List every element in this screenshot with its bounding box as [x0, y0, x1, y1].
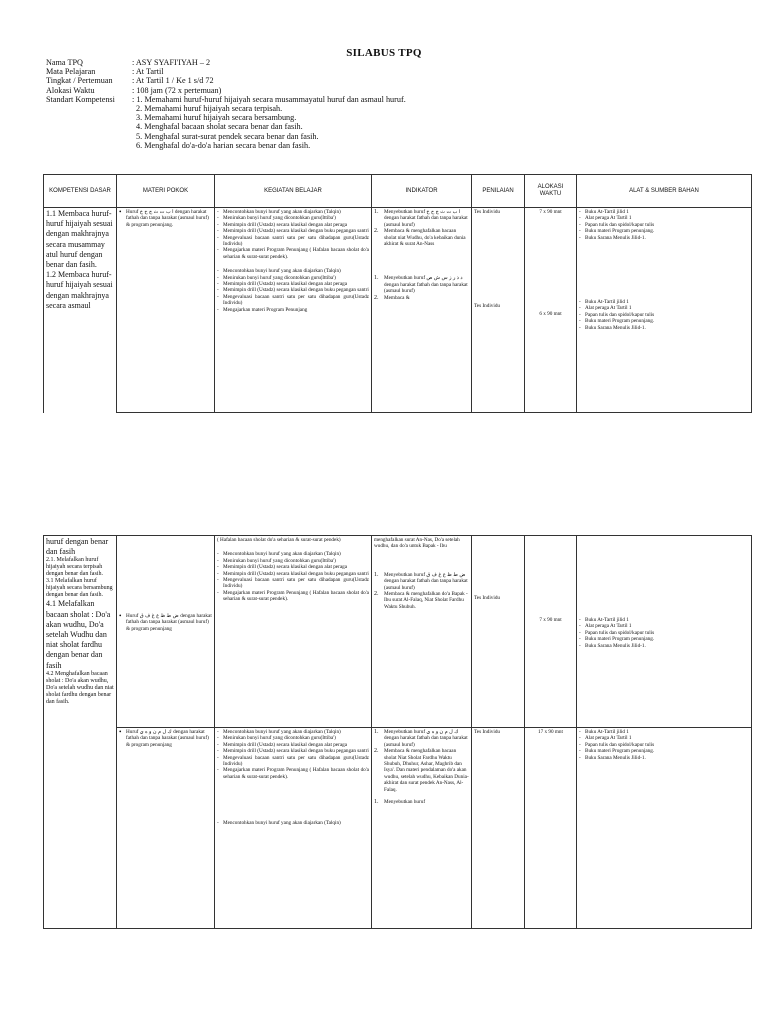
- alat-cell: - Buku At-Tartil jilid 1 - Alat peraga At Tartil 1 - Papan tulis dan spidol/kapur tulis - Buku materi Program penunjang. - Buku Sarana Menulis Jilid-1.: [577, 536, 752, 728]
- materi-cell: • Huruf ك ل م ن و ه ي dengan harakat fathah dan tanpa harakat (asmaul huruf) & program penunjang: [117, 728, 215, 929]
- alat-cell: - Buku At-Tartil jilid 1 - Alat peraga At Tartil 1 - Papan tulis dan spidol/kapur tulis - Buku materi Program penunjang. - Buku Sarana Menulis Jilid-1.: [577, 728, 752, 929]
- kd-text: 4.2 Menghafalkan bacaan sholat : Do'a akan wudhu, Do'a setelah wudhu dan niat sholat fardhu dengan benar dan fasih.: [46, 670, 114, 705]
- kegiatan-item: Mengevaluasi bacaan santri satu per satu dihadapan guru(Ustadz Individu): [223, 234, 369, 248]
- meta-value: : At Tartil 1 / Ke 1 s/d 72: [132, 76, 214, 86]
- alokasi-text: 6 x 90 mnt: [539, 311, 562, 318]
- indikator-item: Menyebutkan huruf د ذ ر ز س ش ص dengan harakat fathah dan tanpa harakat (asmaul huruf): [384, 275, 468, 295]
- kegiatan-text: ( Hafalan bacaan sholat do'a seharian & surat-surat pendek): [217, 537, 341, 543]
- kegiatan-item: Mencontohkan bunyi huruf yang akan diajarkan (Talqin): [223, 820, 341, 827]
- kegiatan-cell: - Mencontohkan bunyi huruf yang akan diajarkan (Talqin) - Menirukan bunyi huruf yang dicontohkan guru(Ittiba') - Memimpin drill (Ustadz) secara klasikal dengan alat peraga - Memimpin drill (Ustadz) secara klasikal dengan buku pegangan santri - Mengevaluasi bacaan santri satu per satu dihadapan guru(Ustadz Individu) - Mengajarkan materi Program Penunjang ( Hafalan bacaan sholat do'a seharian & surat-surat pendek). - Mencontohkan bunyi huruf yang akan diajarkan (Talqin) - Menirukan bunyi huruf yang dicontohkan guru(Ittiba') - Memimpin drill (Ustadz) secara klasikal dengan alat peraga - Memimpin drill (Ustadz) secara klasikal dengan buku pegangan santri - Mengevaluasi bacaan santri satu per satu dihadapan guru(Ustadz Individu) - Mengajarkan materi Program Penunjang: [215, 208, 372, 413]
- alokasi-text: 7 x 90 mnt: [539, 209, 562, 215]
- kegiatan-item: Mencontohkan bunyi huruf yang akan diajarkan (Talqin): [223, 209, 341, 215]
- kegiatan-item: Memimpin drill (Ustadz) secara klasikal dengan alat peraga: [223, 281, 348, 288]
- materi-cell: • Huruf ض ط ظ ع غ ف ق dengan harakat fathah dan tanpa harakat (asmaul huruf) & program penunjang: [117, 536, 215, 728]
- meta-value: : 108 jam (72 x pertemuan): [132, 85, 222, 95]
- kegiatan-item: Mengajarkan materi Program Penunjang: [223, 306, 308, 313]
- alat-item: Papan tulis dan spidol/kapur tulis: [585, 629, 655, 636]
- materi-cell: • Huruf ا ب ت ث ج ح خ dengan harakat fathah dan tanpa harakat (asmaul huruf) & program penunjang.: [117, 208, 215, 413]
- alat-item: Buku Sarana Menulis Jilid-1.: [585, 754, 646, 761]
- kegiatan-item: Menirukan bunyi huruf yang dicontohkan guru(Ittiba'): [223, 735, 336, 742]
- kegiatan-item: Memimpin drill (Ustadz) secara klasikal dengan buku pegangan santri: [223, 748, 369, 755]
- competency-item: 5. Menghafal surat-surat pendek secara benar dan fasih.: [136, 131, 319, 141]
- penilaian-text: Tes Individu: [474, 729, 501, 735]
- alat-item: Buku At-Tartil jilid 1: [585, 209, 629, 215]
- col-header: ALAT & SUMBER BAHAN: [577, 175, 752, 208]
- alat-item: Buku materi Program penunjang.: [585, 228, 655, 235]
- meta-value: : ASY SYAFI'IYAH – 2: [132, 58, 211, 67]
- penilaian-text: Tes Individu: [474, 595, 501, 601]
- kegiatan-item: Mengajarkan materi Program Penunjang ( Hafalan bacaan sholat do'a seharian & surat-surat pendek).: [223, 589, 369, 603]
- indikator-cell: 1. Menyebutkan huruf ا ب ت ث ج ح خ dengan harakat fathah dan tanpa harakat (asmaul huruf) 2. Membaca & menghafalkan bacaan sholat niat Wudhu, do'a kebaikan dunia akhirat & surat An-Nass 1. Menyebutkan huruf د ذ ر ز س ش ص dengan harakat fathah dan tanpa harakat (asmaul huruf) 2. Membaca &: [372, 208, 472, 413]
- alat-item: Papan tulis dan spidol/kapur tulis: [585, 311, 655, 318]
- meta-value: : At Tartil: [132, 67, 164, 77]
- alokasi-cell: [525, 536, 577, 728]
- indikator-item: Membaca & menghafalkan bacaan sholat niat Wudhu, do'a kebaikan dunia akhirat & surat An-Nass: [384, 228, 466, 248]
- materi-text: Huruf ض ط ظ ع غ ف ق dengan harakat fathah dan tanpa harakat (asmaul huruf) & program penunjang: [126, 613, 212, 632]
- alat-item: Buku Sarana Menulis Jilid-1.: [585, 324, 646, 331]
- meta-key: Tingkat / Pertemuan: [46, 76, 113, 86]
- materi-text: Huruf ك ل م ن و ه ي dengan harakat fathah dan tanpa harakat (asmaul huruf) & program penunjang: [126, 729, 209, 748]
- competency-item: 4. Menghafal bacaan sholat secara benar dan fasih.: [136, 122, 303, 132]
- kd-text: 3.1 Melafalkan huruf hijaiyah secara bersambung dengan benar dan fasih.: [46, 578, 113, 599]
- materi-text: Huruf ا ب ت ث ج ح خ dengan harakat fathah dan tanpa harakat (asmaul huruf) & program penunjang.: [126, 209, 209, 228]
- col-header: KEGIATAN BELAJAR: [215, 175, 372, 208]
- syllabus-table-page-2: [43, 535, 752, 929]
- kegiatan-item: Mengevaluasi bacaan santri satu per satu dihadapan guru(Ustadz Individu): [223, 577, 369, 590]
- competency-item: 6. Menghafal do'a-do'a harian secara benar dan fasih.: [136, 140, 311, 150]
- kegiatan-cell: ( Hafalan bacaan sholat do'a seharian & surat-surat pendek) - Mencontohkan bunyi huruf yang akan diajarkan (Talqin) - Menirukan bunyi huruf yang dicontohkan guru(Ittiba') - Memimpin drill (Ustadz) secara klasikal dengan alat peraga - Memimpin drill (Ustadz) secara klasikal dengan buku pegangan santri - Mengevaluasi bacaan santri satu per satu dihadapan guru(Ustadz Individu) - Mengajarkan materi Program Penunjang ( Hafalan bacaan sholat do'a seharian & surat-surat pendek).: [215, 536, 372, 728]
- alat-item: Buku materi Program penunjang.: [585, 318, 655, 325]
- meta-value: : 1. Memahami huruf-huruf hijaiyah secara musammayatul huruf dan asmaul huruf.: [132, 94, 406, 104]
- indikator-cell: 1. Menyebutkan huruf ك ل م ن و ه ي dengan harakat fathah dan tanpa harakat (asmaul huruf) 2. Membaca & menghafalkan bacaan sholat Niat Sholat Fardhu Waktu Shubuh, Dhuhur, Ashar, Maghrib dan Isya'. Dan materi pendalaman do'a akan wudhu, setelah wudhu, Kebaikan Dunia-akhirat dan surat pendek An-Nass, Al-Falaq. 1. Menyebutkan huruf: [372, 728, 472, 929]
- kegiatan-item: Menirukan bunyi huruf yang dicontohkan guru(Ittiba'): [223, 215, 336, 222]
- indikator-cell: menghafalkan surat An-Nas, Do'a setelah wudhu, dan do'a untuk Bapak - Ibu 1. Menyebutkan huruf ض ط ظ ع غ ف ق dengan harakat fathah dan tanpa harakat (asmaul huruf) 2. Membaca & menghafalkan do'a Bapak - Ibu surat Al-Falaq, Niat Sholat Fardhu Waktu Shubuh.: [372, 536, 472, 728]
- indikator-item: Membaca & menghafalkan bacaan sholat Niat Sholat Fardhu Waktu Shubuh, Dhuhur, Ashar, Maghrib dan Isya'. Dan materi pendalaman do'a akan wudhu, setelah wudhu, Kebaikan Dunia-akhirat dan surat pendek An-Nass, Al-Falaq.: [384, 748, 469, 793]
- col-header: INDIKATOR: [372, 175, 472, 208]
- alat-item: Alat peraga At Tartil 1: [585, 623, 632, 630]
- col-header: ALOKASI WAKTU: [525, 175, 577, 208]
- kegiatan-item: Memimpin drill (Ustadz) secara klasikal dengan buku pegangan santri: [223, 570, 369, 577]
- penilaian-cell: [472, 208, 525, 413]
- indikator-item: Menyebutkan huruf ك ل م ن و ه ي dengan harakat fathah dan tanpa harakat (asmaul huruf): [384, 729, 468, 748]
- syllabus-meta: [46, 58, 406, 150]
- col-header: MATERI POKOK: [117, 175, 215, 208]
- competency-item: 2. Memahami huruf hijaiyah secara terpisah.: [136, 104, 283, 114]
- penilaian-cell: [472, 536, 525, 728]
- alat-item: Papan tulis dan spidol/kapur tulis: [585, 741, 655, 748]
- kegiatan-item: Memimpin drill (Ustadz) secara klasikal dengan alat peraga: [223, 564, 348, 571]
- kegiatan-item: Mencontohkan bunyi huruf yang akan diajarkan (Talqin): [223, 268, 341, 275]
- alokasi-cell: [525, 208, 577, 413]
- alat-item: Buku At-Tartil jilid 1: [585, 617, 629, 623]
- col-header: PENILAIAN: [472, 175, 525, 208]
- indikator-item: Membaca &: [384, 294, 410, 301]
- alokasi-cell: [525, 728, 577, 929]
- kegiatan-cell: - Mencontohkan bunyi huruf yang akan diajarkan (Talqin) - Menirukan bunyi huruf yang dicontohkan guru(Ittiba') - Memimpin drill (Ustadz) secara klasikal dengan alat peraga - Memimpin drill (Ustadz) secara klasikal dengan buku pegangan santri - Mengevaluasi bacaan santri satu per satu dihadapan guru(Ustadz Individu) - Mengajarkan materi Program Penunjang ( Hafalan bacaan sholat do'a seharian & surat-surat pendek). - Mencontohkan bunyi huruf yang akan diajarkan (Talqin): [215, 728, 372, 929]
- kegiatan-item: Mengevaluasi bacaan santri satu per satu dihadapan guru(Ustadz Individu): [223, 293, 369, 307]
- meta-key: Mata Pelajaran: [46, 67, 96, 77]
- table-row: [44, 208, 752, 413]
- syllabus-table-page-1: [43, 174, 752, 413]
- alat-item: Papan tulis dan spidol/kapur tulis: [585, 221, 655, 228]
- kd-cell: [44, 536, 117, 929]
- kd-cell: [44, 208, 117, 413]
- kegiatan-item: Mengevaluasi bacaan santri satu per satu dihadapan guru(Ustadz Individu): [223, 754, 369, 768]
- table-header-row: [44, 175, 752, 208]
- kegiatan-item: Mencontohkan bunyi huruf yang akan diajarkan (Talqin): [223, 551, 341, 558]
- kd-text: huruf dengan benar dan fasih: [46, 537, 109, 557]
- table-row: [44, 728, 752, 929]
- kd-text: 4.1 Melafalkan bacaan sholat : Do'a akan wudhu, Do'a setelah Wudhu dan niat sholat fardhu dengan benar dan fasih: [46, 599, 111, 670]
- kegiatan-item: Mencontohkan bunyi huruf yang akan diajarkan (Talqin): [223, 729, 341, 735]
- penilaian-cell: [472, 728, 525, 929]
- alat-item: Buku materi Program penunjang.: [585, 748, 655, 755]
- col-header: KOMPETENSI DASAR: [44, 175, 117, 208]
- kd-text: 1.1 Membaca huruf-huruf hijaiyah sesuai dengan makhrajnya secara musammay atul huruf dengan benar dan fasih.: [46, 209, 113, 270]
- meta-key: Nama TPQ: [46, 58, 83, 67]
- penilaian-text: Tes Individu: [474, 303, 501, 310]
- kegiatan-item: Memimpin drill (Ustadz) secara klasikal dengan buku pegangan santri: [223, 287, 369, 294]
- competency-item: 3. Memahami huruf hijaiyah secara bersambung.: [136, 113, 297, 123]
- kegiatan-item: Memimpin drill (Ustadz) secara klasikal dengan buku pegangan santri: [223, 228, 369, 235]
- meta-key: Standart Kompetensi: [46, 94, 115, 104]
- alat-cell: - Buku At-Tartil jilid 1 - Alat peraga At Tartil 1 - Papan tulis dan spidol/kapur tulis - Buku materi Program penunjang. - Buku Sarana Menulis Jilid-1. - Buku At-Tartil jilid 1 - Alat peraga At Tartil 1 - Papan tulis dan spidol/kapur tulis - Buku materi Program penunjang. - Buku Sarana Menulis Jilid-1.: [577, 208, 752, 413]
- table-row: [44, 536, 752, 728]
- alat-item: Buku At-Tartil jilid 1: [585, 299, 629, 306]
- indikator-text: menghafalkan surat An-Nas, Do'a setelah wudhu, dan do'a untuk Bapak - Ibu: [374, 537, 460, 550]
- alat-item: Buku Sarana Menulis Jilid-1.: [585, 642, 646, 649]
- alat-item: Buku Sarana Menulis Jilid-1.: [585, 234, 646, 241]
- kegiatan-item: Memimpin drill (Ustadz) secara klasikal dengan alat peraga: [223, 221, 348, 228]
- kegiatan-item: Mengajarkan materi Program Penunjang ( Hafalan bacaan sholat do'a seharian & surat-surat pendek).: [223, 247, 369, 260]
- alokasi-text: 7 x 90 mnt: [539, 617, 562, 623]
- alokasi-text: 17 x 90 mnt: [538, 729, 563, 735]
- indikator-item: Menyebutkan huruf: [384, 799, 426, 806]
- alat-item: Alat peraga At Tartil 1: [585, 735, 632, 742]
- meta-key: Alokasi Waktu: [46, 85, 95, 95]
- indikator-item: Membaca & menghafalkan do'a Bapak - Ibu surat Al-Falaq, Niat Sholat Fardhu Waktu Shubuh.: [384, 591, 468, 610]
- page-title: SILABUS TPQ: [346, 47, 422, 59]
- indikator-item: Menyebutkan huruf ض ط ظ ع غ ف ق dengan harakat fathah dan tanpa harakat (asmaul huruf): [384, 571, 468, 591]
- alat-item: Alat peraga At Tartil 1: [585, 215, 632, 222]
- alat-item: Buku materi Program penunjang.: [585, 636, 655, 643]
- indikator-item: Menyebutkan huruf ا ب ت ث ج ح خ dengan harakat fathah dan tanpa harakat (asmaul huruf): [384, 209, 468, 228]
- alat-item: Alat peraga At Tartil 1: [585, 305, 632, 312]
- penilaian-text: Tes Individu: [474, 209, 501, 215]
- kegiatan-item: Memimpin drill (Ustadz) secara klasikal dengan alat peraga: [223, 741, 348, 748]
- kegiatan-item: Mengajarkan materi Program Penunjang ( Hafalan bacaan sholat do'a seharian & surat-surat pendek).: [223, 767, 369, 780]
- kegiatan-item: Menirukan bunyi huruf yang dicontohkan guru(Ittiba'): [223, 557, 336, 564]
- alat-item: Buku At-Tartil jilid 1: [585, 729, 629, 735]
- kd-text: 1.2 Membaca huruf-huruf hijaiyah sesuai dengan makhrajnya secara asmaul: [46, 270, 113, 310]
- kd-text: 2.1. Melafalkan huruf hijaiyah secara terpisah dengan benar dan fasih.: [46, 557, 103, 578]
- kegiatan-item: Menirukan bunyi huruf yang dicontohkan guru(Ittiba'): [223, 274, 336, 281]
